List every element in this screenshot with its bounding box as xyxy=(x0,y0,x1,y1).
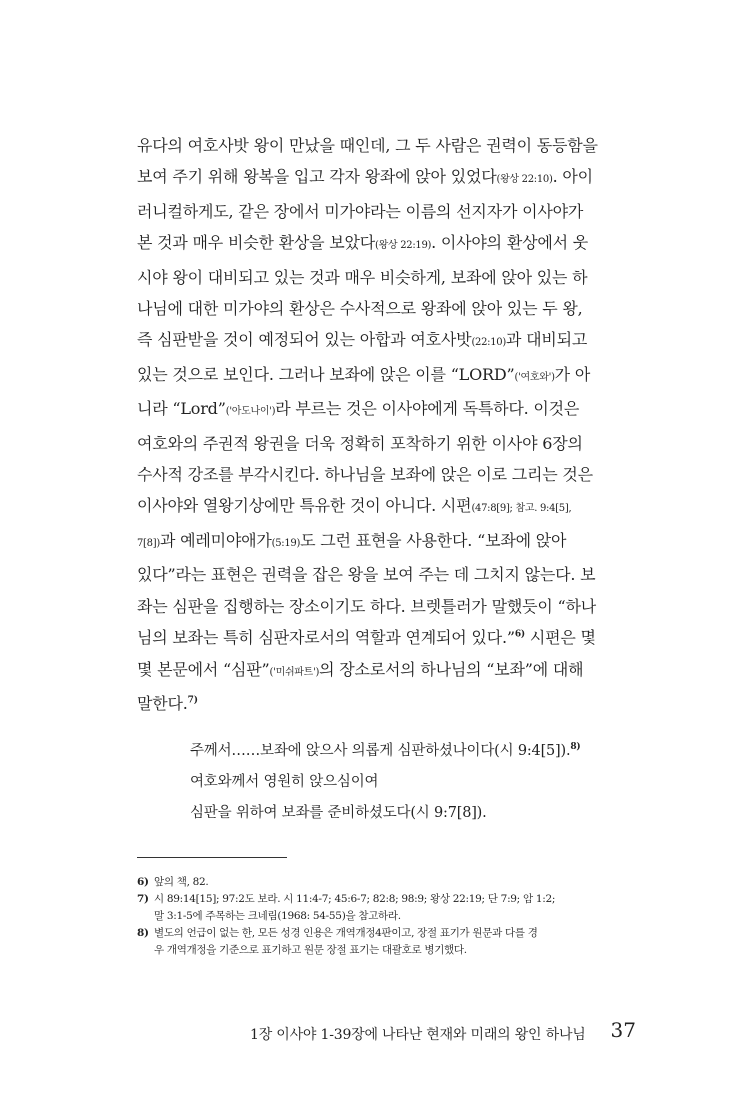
text-line xyxy=(137,591,637,622)
line-text: 즉 심판받을 것이 예정되어 있는 아합과 여호사밧 xyxy=(137,330,472,350)
line-text: 몇 본문에서 “심판” xyxy=(137,659,270,679)
scripture-reference: (왕상 22:10) xyxy=(496,174,553,186)
line-text: 러니컬하게도, 같은 장에서 미가야라는 이름의 선지자가 이사야가 xyxy=(137,201,584,221)
text-line xyxy=(137,130,637,161)
footnote-number: 7) xyxy=(137,893,149,905)
quote-line xyxy=(190,736,630,767)
footnote-number: 6) xyxy=(137,876,149,888)
footnote-text xyxy=(154,891,637,925)
text-line xyxy=(137,459,637,490)
line-text: 시편은 몇 xyxy=(524,628,596,648)
text-line xyxy=(137,196,637,227)
quote-text: 주께서……보좌에 앉으사 의롭게 심판하셨나이다(시 9:4[5]). xyxy=(190,743,571,759)
footnote-line: 우 개역개정을 기준으로 표기하고 원문 장절 표기는 대괄호로 병기했다. xyxy=(154,944,467,956)
footnote-text xyxy=(154,925,637,959)
footnote-line: 앞의 책, 82. xyxy=(154,876,209,888)
text-line xyxy=(137,227,637,261)
text-line xyxy=(137,393,637,427)
quote-line xyxy=(190,767,630,798)
text-line xyxy=(137,622,637,653)
line-text: 보여 주기 위해 왕복을 입고 각자 왕좌에 앉아 있었다 xyxy=(137,167,497,187)
text-line xyxy=(137,428,637,459)
text-line xyxy=(137,262,637,293)
quote-line xyxy=(190,798,630,829)
line-text: 수사적 강조를 부각시킨다. 하나님을 보좌에 앉은 이로 그리는 것은 xyxy=(137,465,593,485)
body-paragraph xyxy=(137,130,637,719)
footnote xyxy=(137,874,637,891)
scripture-reference: (47:8[9]; 참고. 9:4[5], xyxy=(471,503,572,515)
line-text: 본 것과 매우 비슷한 환상을 보았다 xyxy=(137,233,376,253)
text-line xyxy=(137,559,637,590)
footnote-separator xyxy=(137,857,287,858)
text-line xyxy=(137,324,637,358)
line-text: 시야 왕이 대비되고 있는 것과 매우 비슷하게, 보좌에 앉아 있는 하 xyxy=(137,267,588,287)
line-text: 좌는 심판을 집행하는 장소이기도 하다. 브렛틀러가 말했듯이 “하나 xyxy=(137,596,596,616)
scripture-reference: 7[8]) xyxy=(137,537,160,549)
line-text: 님의 보좌는 특히 심판자로서의 역할과 연계되어 있다.” xyxy=(137,628,515,648)
footnote-marker: 8) xyxy=(570,742,581,753)
footnote-line: 별도의 언급이 없는 한, 모든 성경 인용은 개역개정4판이고, 장절 표기가 원문과 다를 경 xyxy=(154,927,538,939)
footnote-line: 말 3:1-5에 주목하는 크네림(1968: 54-55)을 참고하라. xyxy=(154,910,401,922)
footnote-number: 8) xyxy=(137,927,149,939)
footnotes xyxy=(137,874,637,959)
scripture-reference: ('미쉬파트') xyxy=(269,666,320,678)
line-text: 니라 “Lord” xyxy=(137,399,226,419)
footnote-marker: 7) xyxy=(187,695,198,706)
text-line xyxy=(137,359,637,393)
text-line xyxy=(137,490,637,524)
line-text: 과 예레미야애가 xyxy=(159,530,272,550)
quote-text: 심판을 위하여 보좌를 준비하셨도다(시 9:7[8]). xyxy=(190,805,487,821)
page-footer xyxy=(250,1018,636,1044)
page-number: 37 xyxy=(610,1018,636,1042)
footnote-line: 시 89:14[15]; 97:2도 보라. 시 11:4-7; 45:6-7; 82:8; 98:9; 왕상 22:19; 단 7:9; 암 1:2; xyxy=(154,893,556,905)
text-line xyxy=(137,688,637,719)
line-text: 가 아 xyxy=(554,364,591,384)
text-line xyxy=(137,654,637,688)
text-line xyxy=(137,161,637,195)
line-text: . 이사야의 환상에서 웃 xyxy=(431,233,588,253)
line-text: 라 부르는 것은 이사야에게 독특하다. 이것은 xyxy=(275,399,580,419)
text-line xyxy=(137,525,637,559)
scripture-reference: (왕상 22:19) xyxy=(375,240,432,252)
running-title: 1장 이사야 1-39장에 나타난 현재와 미래의 왕인 하나님 xyxy=(250,1027,586,1043)
line-text: 도 그런 표현을 사용한다. “보좌에 앉아 xyxy=(300,530,567,550)
line-text: 말한다. xyxy=(137,693,188,713)
line-text: 유다의 여호사밧 왕이 만났을 때인데, 그 두 사람은 권력이 동등함을 xyxy=(137,136,598,155)
line-text: 여호와의 주권적 왕권을 더욱 정확히 포착하기 위한 이사야 6장의 xyxy=(137,433,583,453)
line-text: . 아이 xyxy=(552,167,593,187)
text-line xyxy=(137,293,637,324)
footnote-marker: 6) xyxy=(514,629,525,640)
line-text: 있는 것으로 보인다. 그러나 보좌에 앉은 이를 “LORD” xyxy=(137,364,515,384)
scripture-reference: ('아도나이') xyxy=(225,406,276,418)
scripture-reference: (5:19) xyxy=(271,537,301,549)
footnote xyxy=(137,925,637,959)
line-text: 의 장소로서의 하나님의 “보좌”에 대해 xyxy=(319,659,584,679)
footnote-text xyxy=(154,874,637,891)
footnote xyxy=(137,891,637,925)
line-text: 있다”라는 표현은 권력을 잡은 왕을 보여 주는 데 그치지 않는다. 보 xyxy=(137,565,596,585)
scripture-reference: (22:10) xyxy=(471,337,506,349)
scripture-reference: ('여호와') xyxy=(514,371,555,383)
line-text: 이사야와 열왕기상에만 특유한 것이 아니다. 시편 xyxy=(137,496,472,516)
block-quote xyxy=(190,736,630,829)
line-text: 과 대비되고 xyxy=(505,330,588,350)
quote-text: 여호와께서 영원히 앉으심이여 xyxy=(190,774,379,790)
line-text: 나님에 대한 미가야의 환상은 수사적으로 왕좌에 앉아 있는 두 왕, xyxy=(137,299,583,319)
